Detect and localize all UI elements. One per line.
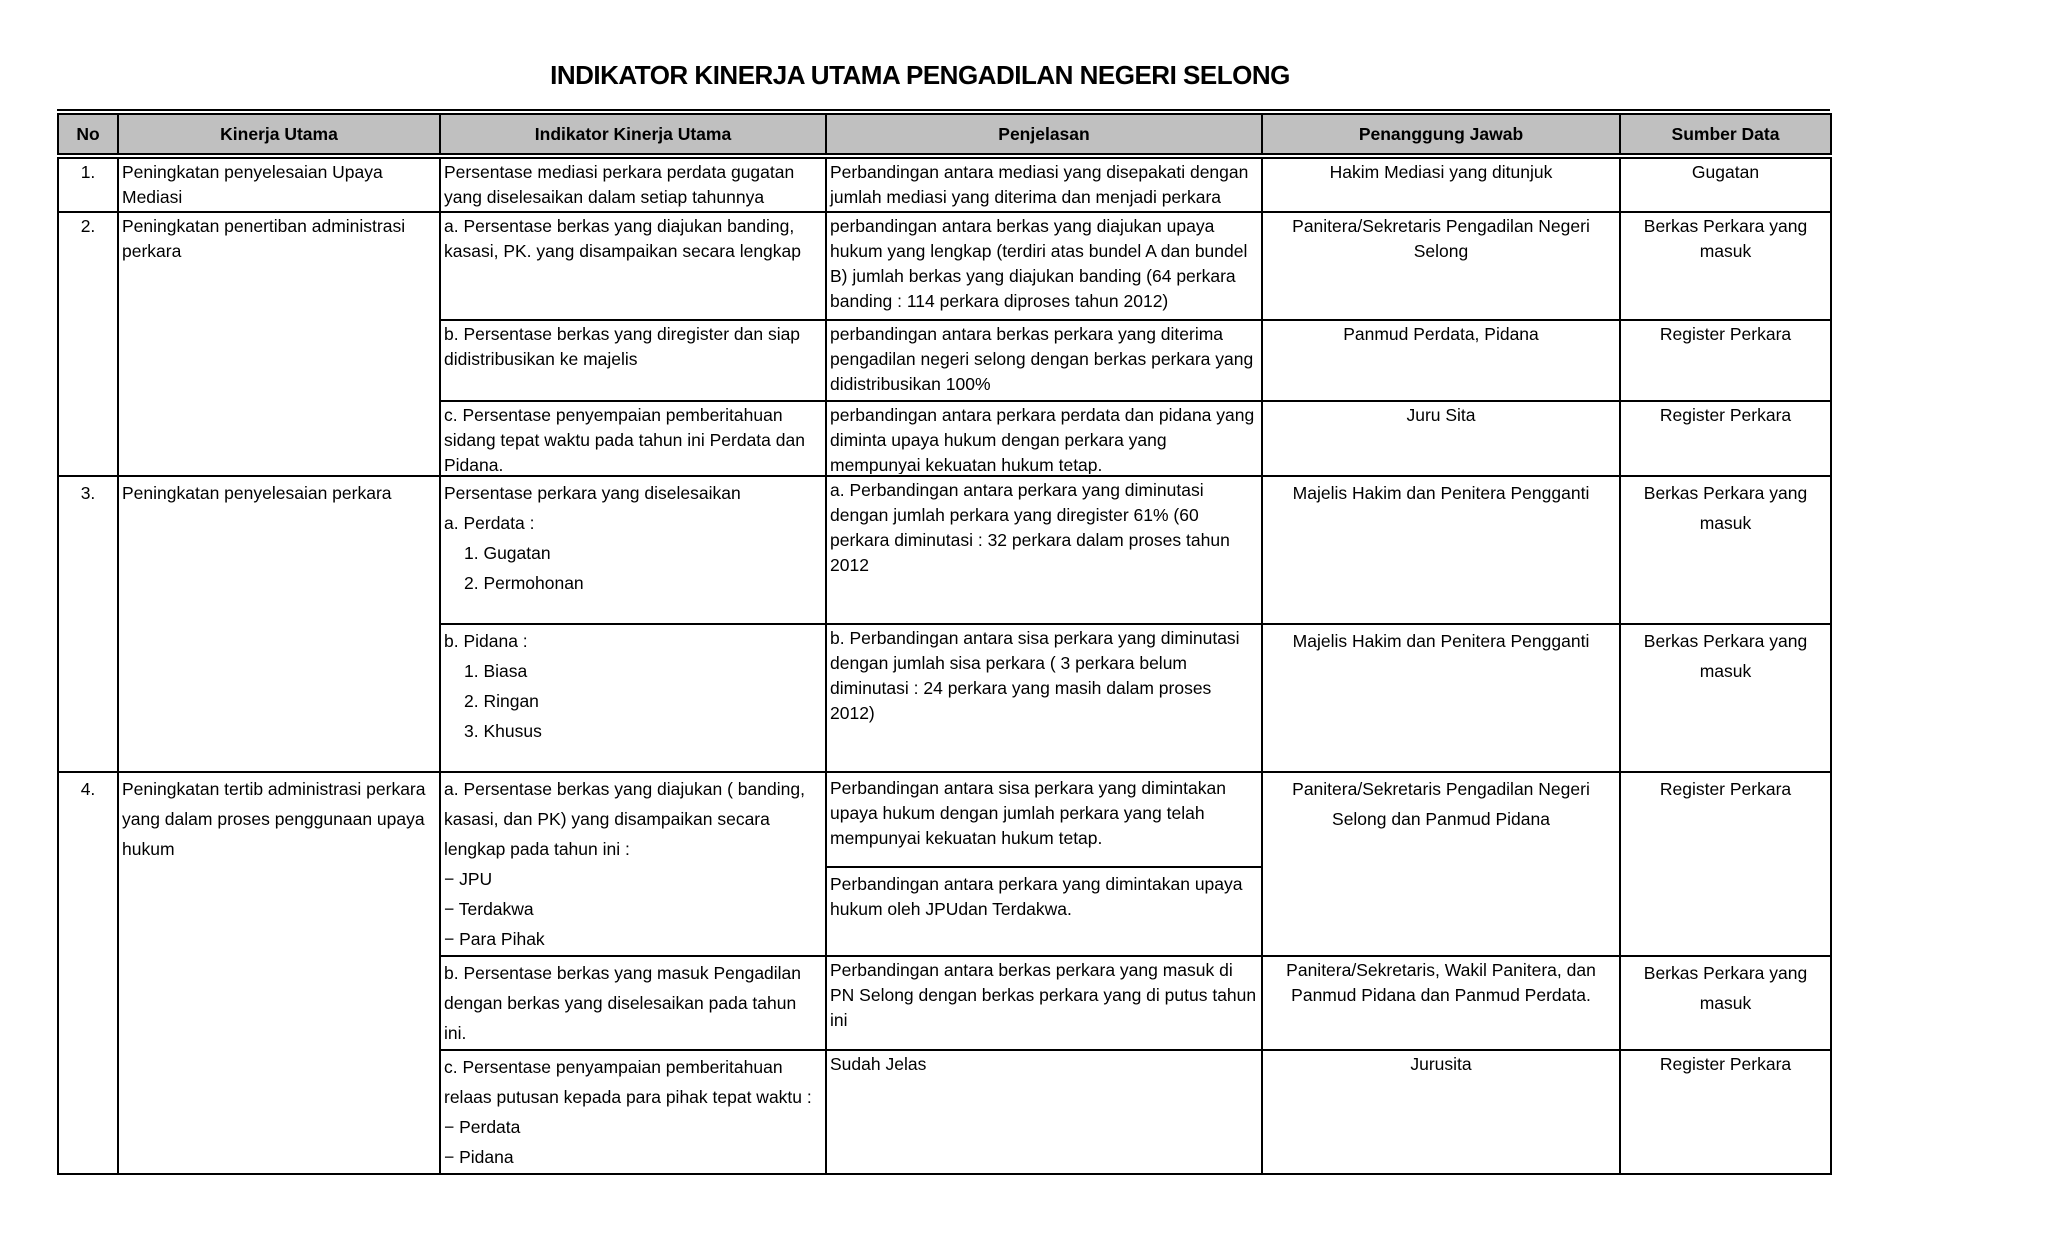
row-no: 1. bbox=[58, 158, 118, 212]
penjelasan-cell bbox=[826, 772, 1262, 956]
list-item: 1. Gugatan bbox=[464, 543, 551, 563]
indikator-cell bbox=[440, 476, 826, 624]
list-item: 2. Permohonan bbox=[464, 573, 584, 593]
penanggung-cell: Panmud Perdata, Pidana bbox=[1262, 320, 1620, 401]
header-indikator: Indikator Kinerja Utama bbox=[440, 114, 826, 154]
kinerja-text: Peningkatan penyelesaian Upaya bbox=[122, 162, 383, 182]
penjelasan-cell: Sudah Jelas bbox=[826, 1050, 1262, 1174]
indikator-text: yang diselesaikan dalam setiap tahunnya bbox=[444, 187, 765, 207]
table-row bbox=[58, 212, 1831, 320]
table-header-row bbox=[58, 114, 1831, 154]
penanggung-cell: Panitera/Sekretaris, Wakil Panitera, dan Panmud Pidana dan Panmud Perdata. bbox=[1262, 956, 1620, 1050]
row-no: 4. bbox=[58, 772, 118, 1174]
penanggung-cell: Panitera/Sekretaris Pengadilan Negeri Selong bbox=[1262, 212, 1620, 320]
indikator-text: c. Persentase penyempaian pemberitahuan sidang tepat waktu pada tahun ini Perdata dan Pidana. bbox=[444, 405, 805, 474]
penjelasan-text: Perbandingan antara sisa perkara yang dimintakan upaya hukum dengan jumlah perkara yang telah mempunyai kekuatan hukum tetap. bbox=[830, 778, 1226, 848]
indikator-cell: b. Persentase berkas yang diregister dan siap didistribusikan ke majelis bbox=[440, 320, 826, 401]
sumber-cell: Register Perkara bbox=[1620, 1050, 1831, 1174]
kinerja-cell: Peningkatan tertib administrasi perkara yang dalam proses penggunaan upaya hukum bbox=[118, 772, 440, 1174]
sumber-cell: Gugatan bbox=[1620, 158, 1831, 212]
penanggung-cell: Panitera/Sekretaris Pengadilan Negeri Selong dan Panmud Pidana bbox=[1262, 772, 1620, 956]
kinerja-cell bbox=[118, 158, 440, 212]
sumber-cell: Register Perkara bbox=[1620, 401, 1831, 476]
penjelasan-cell: a. Perbandingan antara perkara yang diminutasi dengan jumlah perkara yang diregister 61% (60 perkara diminutasi : 32 perkara dalam proses tahun 2012 bbox=[826, 476, 1262, 624]
penjelasan-cell bbox=[826, 158, 1262, 212]
kinerja-cell: Peningkatan penyelesaian perkara bbox=[118, 476, 440, 772]
indikator-heading: Persentase perkara yang diselesaikan bbox=[444, 483, 741, 503]
penanggung-cell: Majelis Hakim dan Penitera Pengganti bbox=[1262, 624, 1620, 772]
sumber-cell: Register Perkara bbox=[1620, 320, 1831, 401]
indikator-sublabel: b. Pidana : bbox=[444, 631, 528, 651]
sumber-cell: Berkas Perkara yang masuk bbox=[1620, 624, 1831, 772]
penanggung-cell: Hakim Mediasi yang ditunjuk bbox=[1262, 158, 1620, 212]
list-item: − Pidana bbox=[444, 1147, 514, 1167]
indikator-text: a. Persentase berkas yang diajukan ( banding, kasasi, dan PK) yang disampaikan secara lengkap pada tahun ini : bbox=[444, 779, 805, 859]
page-title: INDIKATOR KINERJA UTAMA PENGADILAN NEGERI SELONG bbox=[550, 60, 1290, 90]
header-penjelasan: Penjelasan bbox=[826, 114, 1262, 154]
table-row bbox=[58, 772, 1831, 956]
header-sumber-data: Sumber Data bbox=[1620, 114, 1831, 154]
indikator-text: c. Persentase penyampaian pemberitahuan relaas putusan kepada para pihak tepat waktu : bbox=[444, 1057, 812, 1107]
list-item: − Para Pihak bbox=[444, 929, 545, 949]
table-row bbox=[58, 158, 1831, 212]
row-no: 2. bbox=[58, 212, 118, 476]
indikator-cell: b. Persentase berkas yang masuk Pengadilan dengan berkas yang diselesaikan pada tahun ini. bbox=[440, 956, 826, 1050]
penanggung-cell: Jurusita bbox=[1262, 1050, 1620, 1174]
list-item: − Perdata bbox=[444, 1117, 521, 1137]
kinerja-cell: Peningkatan penertiban administrasi perkara bbox=[118, 212, 440, 476]
indikator-text: Persentase mediasi perkara perdata gugatan bbox=[444, 162, 795, 182]
list-item: − Terdakwa bbox=[444, 899, 534, 919]
kpi-table bbox=[57, 113, 1832, 1175]
row-no: 3. bbox=[58, 476, 118, 772]
list-item: 3. Khusus bbox=[464, 721, 542, 741]
table-row bbox=[58, 476, 1831, 624]
indikator-cell bbox=[440, 772, 826, 956]
indikator-cell bbox=[440, 401, 826, 476]
penjelasan-cell: perbandingan antara berkas perkara yang diterima pengadilan negeri selong dengan berkas perkara yang didistribusikan 100% bbox=[826, 320, 1262, 401]
indikator-sublabel: a. Perdata : bbox=[444, 513, 535, 533]
penjelasan-text: Perbandingan antara mediasi yang disepakati dengan bbox=[830, 162, 1249, 182]
penjelasan-cell bbox=[826, 401, 1262, 476]
list-item: − JPU bbox=[444, 869, 493, 889]
penjelasan-text: jumlah mediasi yang diterima dan menjadi perkara bbox=[830, 187, 1222, 207]
penjelasan-cell: b. Perbandingan antara sisa perkara yang diminutasi dengan jumlah sisa perkara ( 3 perkara belum diminutasi : 24 perkara yang masih dalam proses 2012) bbox=[826, 624, 1262, 772]
penanggung-cell: Juru Sita bbox=[1262, 401, 1620, 476]
penjelasan-cell: Perbandingan antara berkas perkara yang masuk di PN Selong dengan berkas perkara yang di putus tahun ini bbox=[826, 956, 1262, 1050]
indikator-cell bbox=[440, 1050, 826, 1174]
kinerja-text: Mediasi bbox=[122, 187, 183, 207]
sumber-cell: Berkas Perkara yang masuk bbox=[1620, 476, 1831, 624]
penjelasan-cell: perbandingan antara berkas yang diajukan upaya hukum yang lengkap (terdiri atas bundel A dan bundel B) jumlah berkas yang diajukan banding (64 perkara banding : 114 perkara diproses tahun 2012) bbox=[826, 212, 1262, 320]
penjelasan-text: Perbandingan antara perkara yang dimintakan upaya hukum oleh JPUdan Terdakwa. bbox=[827, 866, 1261, 922]
indikator-cell bbox=[440, 158, 826, 212]
header-penanggung-jawab: Penanggung Jawab bbox=[1262, 114, 1620, 154]
sumber-cell: Berkas Perkara yang masuk bbox=[1620, 212, 1831, 320]
sumber-cell: Berkas Perkara yang masuk bbox=[1620, 956, 1831, 1050]
kpi-table-wrapper bbox=[57, 109, 1830, 1175]
penanggung-cell: Majelis Hakim dan Penitera Pengganti bbox=[1262, 476, 1620, 624]
penjelasan-text: perbandingan antara perkara perdata dan pidana yang diminta upaya hukum dengan perkara yang mempunyai kekuatan hukum tetap. bbox=[830, 405, 1255, 474]
sumber-cell: Register Perkara bbox=[1620, 772, 1831, 956]
indikator-cell: a. Persentase berkas yang diajukan banding, kasasi, PK. yang disampaikan secara lengkap bbox=[440, 212, 826, 320]
list-item: 1. Biasa bbox=[464, 661, 528, 681]
header-kinerja-utama: Kinerja Utama bbox=[118, 114, 440, 154]
list-item: 2. Ringan bbox=[464, 691, 539, 711]
header-no: No bbox=[58, 114, 118, 154]
indikator-cell bbox=[440, 624, 826, 772]
